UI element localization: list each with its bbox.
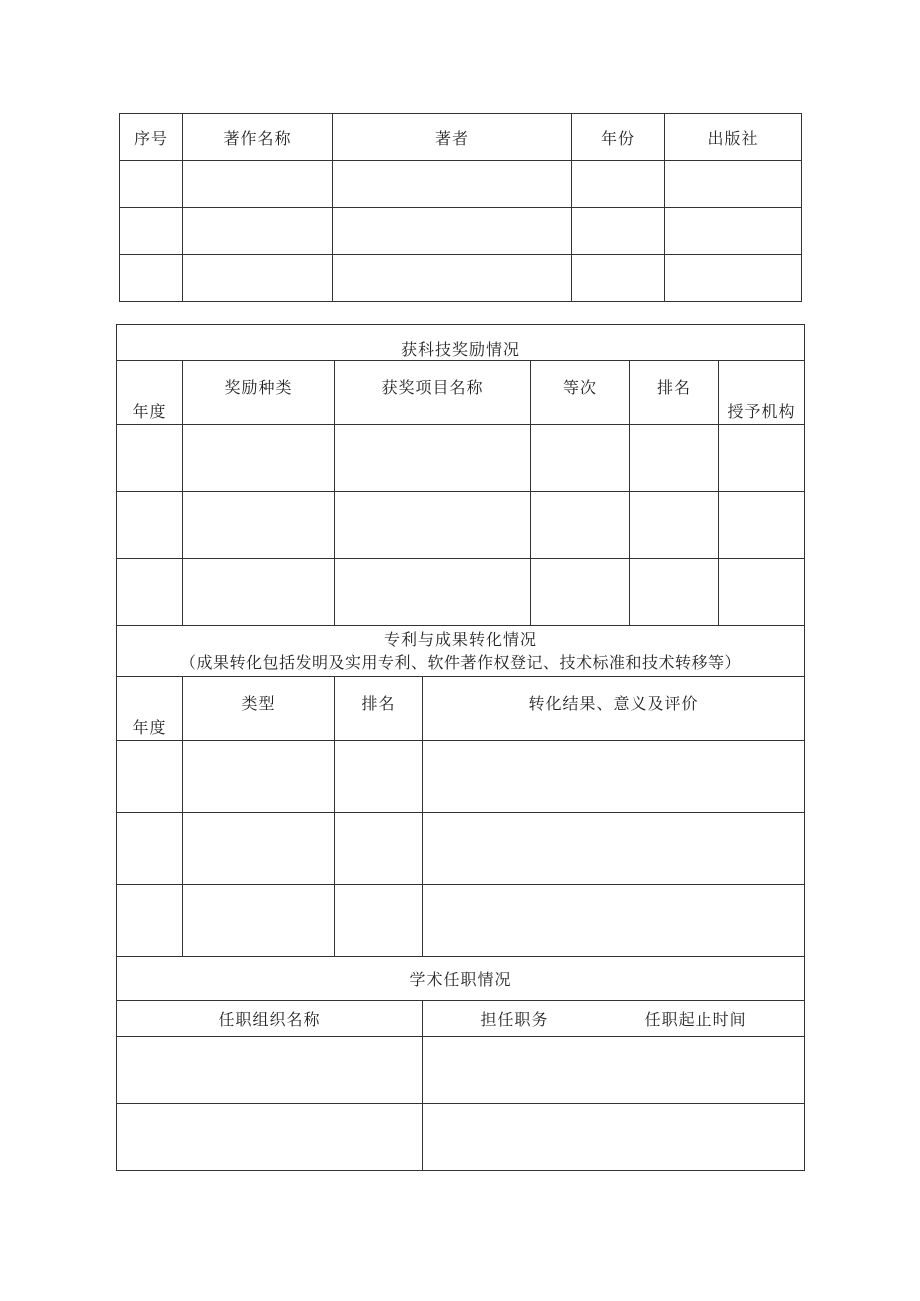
table-row: [117, 1104, 805, 1171]
patents-cell[interactable]: [335, 741, 423, 813]
patents-subtitle: （成果转化包括发明及实用专利、软件著作权登记、技术标准和技术转移等）: [180, 653, 742, 672]
patents-cell[interactable]: [183, 741, 335, 813]
patents-cell[interactable]: [117, 885, 183, 957]
awards-header-year: 年度: [117, 361, 183, 425]
works-header-row: [120, 114, 802, 161]
table-row: [117, 885, 805, 957]
works-cell[interactable]: [183, 208, 333, 255]
patents-cell[interactable]: [183, 813, 335, 885]
table-row: [117, 741, 805, 813]
awards-cell[interactable]: [183, 425, 335, 492]
awards-cell[interactable]: [531, 559, 630, 626]
works-cell[interactable]: [120, 255, 183, 302]
awards-cell[interactable]: [719, 425, 805, 492]
awards-header-project: 获奖项目名称: [335, 361, 531, 425]
awards-cell[interactable]: [719, 492, 805, 559]
table-row: [117, 492, 805, 559]
awards-header-type: 奖励种类: [183, 361, 335, 425]
works-cell[interactable]: [665, 208, 802, 255]
works-cell[interactable]: [572, 255, 665, 302]
table-row: [120, 161, 802, 208]
works-header-publisher: 出版社: [665, 114, 802, 161]
awards-section-title: 获科技奖励情况: [117, 325, 805, 361]
works-cell[interactable]: [120, 208, 183, 255]
awards-cell[interactable]: [183, 492, 335, 559]
awards-cell[interactable]: [117, 559, 183, 626]
posts-header-period: 任职起止时间: [644, 1010, 747, 1029]
posts-cell[interactable]: [423, 1104, 805, 1171]
works-cell[interactable]: [572, 161, 665, 208]
posts-cell[interactable]: [117, 1104, 423, 1171]
works-header-year: 年份: [572, 114, 665, 161]
awards-cell[interactable]: [335, 492, 531, 559]
patents-title: 专利与成果转化情况: [384, 630, 538, 649]
works-header-title: 著作名称: [183, 114, 333, 161]
table-row: [117, 1037, 805, 1104]
patents-cell[interactable]: [423, 741, 805, 813]
works-header-author: 著者: [333, 114, 572, 161]
works-cell[interactable]: [183, 255, 333, 302]
patents-cell[interactable]: [335, 885, 423, 957]
patents-header-rank: 排名: [335, 677, 423, 741]
awards-title-row: [117, 325, 805, 361]
awards-cell[interactable]: [719, 559, 805, 626]
table-row: [117, 813, 805, 885]
works-cell[interactable]: [665, 255, 802, 302]
posts-header-row: [117, 1001, 805, 1037]
awards-cell[interactable]: [117, 425, 183, 492]
table-row: [117, 559, 805, 626]
awards-cell[interactable]: [335, 559, 531, 626]
works-cell[interactable]: [665, 161, 802, 208]
awards-cell[interactable]: [531, 425, 630, 492]
patents-cell[interactable]: [183, 885, 335, 957]
posts-section-title: 学术任职情况: [117, 957, 805, 1001]
works-table: [119, 113, 802, 302]
patents-header-type: 类型: [183, 677, 335, 741]
works-header-index: 序号: [120, 114, 183, 161]
posts-cell[interactable]: [423, 1037, 805, 1104]
patents-header-year: 年度: [117, 677, 183, 741]
awards-cell[interactable]: [117, 492, 183, 559]
posts-cell[interactable]: [117, 1037, 423, 1104]
posts-title-row: [117, 957, 805, 1001]
table-row: [120, 255, 802, 302]
awards-cell[interactable]: [630, 492, 719, 559]
works-cell[interactable]: [572, 208, 665, 255]
patents-cell[interactable]: [117, 741, 183, 813]
patents-header-result: 转化结果、意义及评价: [423, 677, 805, 741]
awards-cell[interactable]: [531, 492, 630, 559]
table-row: [117, 425, 805, 492]
posts-header-role: 担任职务: [480, 1010, 549, 1029]
patents-header-row: [117, 677, 805, 741]
awards-cell[interactable]: [630, 559, 719, 626]
awards-header-rank: 排名: [630, 361, 719, 425]
patents-cell[interactable]: [117, 813, 183, 885]
patents-cell[interactable]: [335, 813, 423, 885]
main-form-table: [116, 324, 805, 1171]
posts-header-organization: 任职组织名称: [117, 1001, 423, 1037]
awards-header-institution: 授予机构: [719, 361, 805, 425]
patents-title-row: [117, 626, 805, 677]
table-row: [120, 208, 802, 255]
works-cell[interactable]: [183, 161, 333, 208]
awards-header-grade: 等次: [531, 361, 630, 425]
awards-header-row: [117, 361, 805, 425]
patents-cell[interactable]: [423, 813, 805, 885]
works-cell[interactable]: [333, 208, 572, 255]
awards-cell[interactable]: [630, 425, 719, 492]
works-cell[interactable]: [120, 161, 183, 208]
works-cell[interactable]: [333, 255, 572, 302]
patents-section-title: [117, 626, 805, 677]
patents-cell[interactable]: [423, 885, 805, 957]
works-cell[interactable]: [333, 161, 572, 208]
awards-cell[interactable]: [183, 559, 335, 626]
posts-header-role-time: [423, 1001, 805, 1037]
awards-cell[interactable]: [335, 425, 531, 492]
